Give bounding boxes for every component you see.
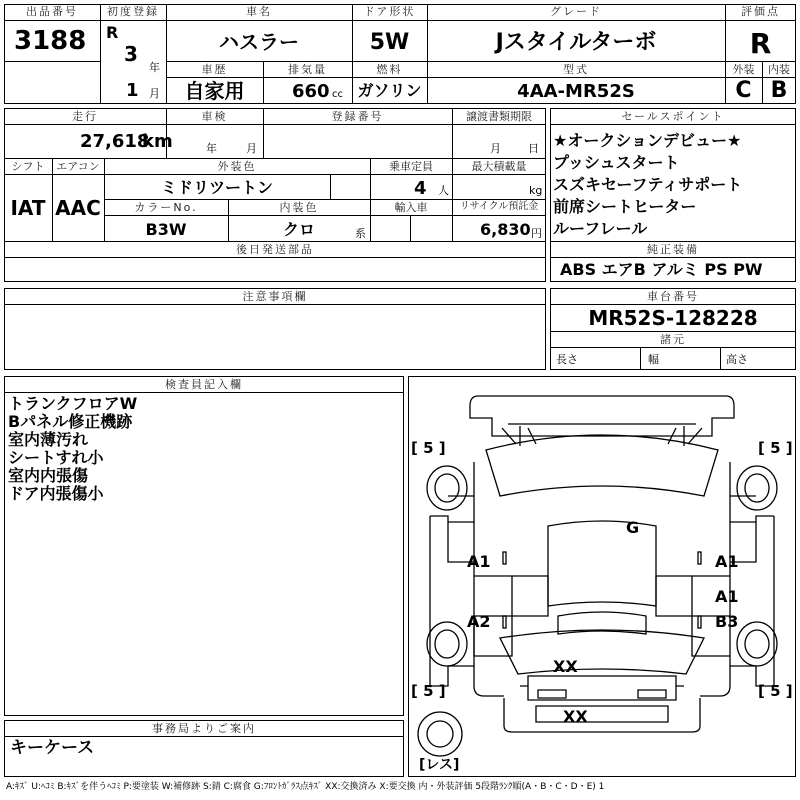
shift-header: シフト (11, 160, 45, 173)
inspector-note: トランクフロアW (8, 394, 138, 413)
selling-point: ★オークションデビュー★ (553, 131, 742, 150)
inspector-note: 室内薄汚れ (8, 430, 89, 449)
inspector-note: Bパネル修正機跡 (8, 412, 133, 431)
rear-bumper-mark: XX (563, 707, 588, 726)
color-no: B3W (145, 220, 187, 239)
spare-tire-label: [レス] (419, 757, 460, 773)
reg-year-unit: 年 (149, 61, 160, 74)
fuel: ガソリン (357, 81, 422, 100)
capacity-unit: 人 (438, 184, 449, 197)
chassis-no-header: 車台番号 (647, 290, 699, 303)
later-parts-header: 後日発送部品 (236, 243, 314, 256)
right-front-door-mark: A1 (715, 552, 739, 571)
dim-width: 幅 (648, 353, 659, 366)
selling-points-list (553, 130, 742, 240)
car-body-diagram (408, 376, 796, 777)
aircon: AAC (55, 196, 101, 220)
dim-length: 長さ (556, 353, 578, 366)
selling-points-header: セールスポイント (621, 110, 725, 123)
chassis-no: MR52S-128228 (588, 306, 758, 330)
interior-color: クロ (282, 220, 315, 239)
rear-floor-mark: XX (553, 657, 578, 676)
history-header: 車歴 (201, 63, 228, 76)
mileage-header: 走行 (72, 110, 98, 123)
interior-grade: B (770, 78, 788, 103)
shift: IAT (10, 196, 46, 220)
reg-month-unit: 月 (149, 87, 160, 100)
genuine-equipment-header: 純正装備 (647, 243, 699, 256)
recycle-unit: 円 (531, 227, 542, 240)
displacement-header: 排気量 (288, 63, 327, 76)
interior-color-header: 内装色 (279, 201, 319, 214)
tire-fl-label: [ 5 ] (411, 439, 446, 457)
office-notice-header: 事務局よりご案内 (152, 722, 256, 735)
exterior-color-header: 外装色 (217, 160, 257, 173)
dimensions-header: 諸元 (660, 333, 686, 346)
exterior-color: ミドリツートン (160, 178, 273, 197)
inspector-notes (8, 395, 137, 503)
genuine-equipment: ABS エアB アルミ PS PW (560, 260, 763, 279)
color-no-header: カラーNo. (134, 201, 198, 214)
model: 4AA-MR52S (517, 81, 635, 102)
inspection-month-unit: 月 (246, 142, 257, 155)
tire-rl-label: [ 5 ] (411, 682, 446, 700)
exterior-header: 外装 (732, 63, 755, 76)
mileage: 27,618 (80, 131, 150, 152)
model-header: 型式 (563, 63, 589, 76)
dim-height: 高さ (726, 353, 748, 366)
exterior-grade: C (735, 78, 752, 103)
capacity-header: 乗車定員 (389, 160, 433, 173)
recycle: 6,830 (480, 220, 531, 239)
score-header: 評価点 (741, 5, 780, 18)
score: R (749, 27, 772, 60)
aircon-header: エアコン (56, 160, 100, 173)
transfer-deadline-header: 譲渡書類期限 (466, 110, 532, 123)
inspection-header: 車検 (201, 110, 228, 123)
selling-point: ルーフレール (553, 219, 648, 238)
selling-point: プッシュスタート (553, 153, 680, 172)
capacity: 4 (414, 178, 427, 199)
car-name-header: 車名 (246, 5, 272, 18)
notes-header: 注意事項欄 (242, 290, 308, 303)
displacement: 660 (292, 81, 330, 102)
import-header: 輸入車 (394, 201, 428, 214)
inspection-year-unit: 年 (206, 142, 217, 155)
reg-month: 1 (126, 80, 139, 101)
inspector-header: 検査員記入欄 (165, 378, 243, 391)
era: R (106, 23, 119, 42)
history: 自家用 (184, 79, 245, 103)
displacement-unit: cc (332, 89, 343, 100)
max-load-header: 最大積載量 (471, 160, 527, 173)
lot-no: 3188 (14, 26, 87, 56)
mileage-unit: km (142, 131, 173, 152)
right-pillar-mark: A1 (715, 587, 739, 606)
office-notice: キーケース (10, 738, 95, 758)
interior-header: 内装 (768, 63, 790, 76)
recycle-header: リサイクル預託金 (459, 201, 539, 212)
max-load-unit: kg (529, 184, 543, 197)
left-rear-door-mark: A2 (467, 612, 491, 631)
grade-header: グレード (550, 5, 602, 18)
transfer-day-unit: 日 (528, 142, 539, 155)
roof-mark: G (626, 518, 640, 537)
tire-fr-label: [ 5 ] (758, 439, 793, 457)
car-name: ハスラー (219, 30, 299, 54)
interior-color-suffix: 系 (355, 227, 366, 240)
inspector-note: 室内内張傷 (8, 466, 89, 485)
transfer-month-unit: 月 (490, 142, 501, 155)
reg-year: 3 (124, 42, 138, 66)
door-header: ドア形状 (363, 5, 416, 18)
right-rear-door-mark: B3 (715, 612, 739, 631)
selling-point: 前席シートヒーター (553, 197, 697, 216)
inspector-note: シートすれ小 (8, 448, 104, 467)
fuel-header: 燃料 (376, 63, 403, 76)
selling-point: スズキセーフティサポート (553, 175, 743, 194)
tire-rr-label: [ 5 ] (758, 682, 793, 700)
reg-no-header: 登録番号 (331, 110, 384, 123)
inspector-note: ドア内張傷小 (8, 484, 104, 503)
legend-text: A:ｷｽﾞ U:ﾍｺﾐ B:ｷｽﾞを伴うﾍｺﾐ P:要塗装 W:補修跡 S:錆 C:腐食 G:ﾌﾛﾝﾄｶﾞﾗｽ点ｷｽﾞ XX:交換済み X:要交換 内・外装評価 5段階ﾗﾝｸ順(A・B・C・D・E) 1 (6, 782, 605, 792)
first-reg-header: 初度登録 (107, 5, 159, 18)
grade: Jスタイルターボ (495, 30, 657, 55)
lot-no-header: 出品番号 (26, 5, 78, 18)
left-front-door-mark: A1 (467, 552, 491, 571)
door-type: 5W (369, 30, 410, 55)
